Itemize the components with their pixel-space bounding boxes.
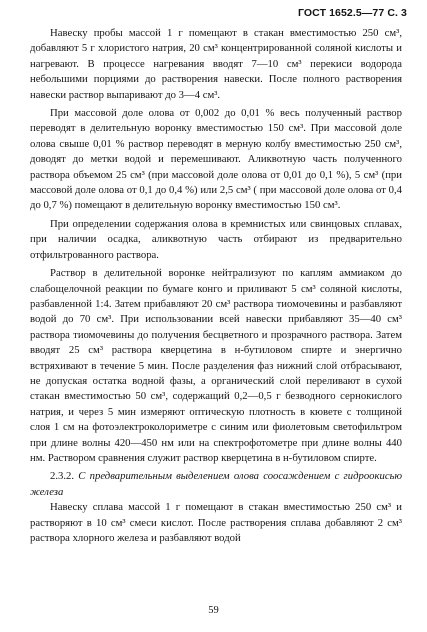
subsection-number: 2.3.2. bbox=[50, 470, 75, 483]
page-header-standard: ГОСТ 1652.5—77 С. 3 bbox=[297, 7, 407, 19]
page-body bbox=[30, 26, 402, 549]
subsection-heading bbox=[30, 469, 402, 500]
paragraph-sample-dissolution: Навеску пробы массой 1 г помещают в стакан вместимостью 250 см³, добавляют 5 г хлористого натрия, 20 см³ концентрированной соляной кислоты и нагревают. В процессе нагревания вводят 7—10 см³ перекиси водорода небольшими порциями до растворения навески. После полного растворения навески раствор выпаривают до 3—4 см³. bbox=[30, 27, 402, 101]
paragraph-alloy-dissolution: Навеску сплава массой 1 г помещают в стакан вместимостью 250 см³ и растворяют в 10 см³ смеси кислот. После растворения сплава добавляют 2 см³ раствора хлорного железа и разбавляют водой bbox=[30, 501, 402, 544]
subsection-title: С предварительным выделением олова соосаждением с гидроокисью железа bbox=[30, 470, 402, 498]
paragraph-neutralization-extraction: Раствор в делительной воронке нейтрализуют по каплям аммиаком до слабощелочной реакции по бумаге конго и приливают 5 см³ соляной кислоты, разбавленной 1:4. Затем прибавляют 20 см³ раствора тиомочевины и разбавляют водой до 70 см³. При использовании всей навески прибавляют 35—40 см³ раствора тиомочевины до получения бесцветного и прозрачного раствора. Затем вводят 25 см³ раствора кверцетина в н-бутиловом спирте и энергично встряхивают в течение 5 мин. После разделения фаз нижний слой отбрасывают, не допуская остатка водной фазы, а органический слой переливают в сухой стакан вместимостью 50 см³, содержащий 0,2—0,5 г безводного сернокислого натрия, и через 5 мин измеряют оптическую плотность в кювете с толщиной слоя 1 см на фотоэлектроколориметре с синим или фиолетовым светофильтром при длине волны 420—450 нм или на спектрофотометре при длине волны 440 нм. Раствором сравнения служит раствор кверцетина в н-бутиловом спирте. bbox=[30, 267, 402, 464]
paragraph-silicon-lead-alloys: При определении содержания олова в кремнистых или свинцовых сплавах, при наличии осадка, аликвотную часть отбирают из предварительно отфильтрованного раствора. bbox=[30, 217, 402, 261]
page-number: 59 bbox=[208, 605, 219, 616]
paragraph-tin-fraction-transfer: При массовой доле олова от 0,002 до 0,01 % весь полученный раствор переводят в делительную воронку вместимостью 150 см³. При массовой доле олова свыше 0,01 % раствор переводят в мерную колбу вместимостью 250 см³, доводят до метки водой и перемешивают. Аликвотную часть полученного раствора объемом 25 см³ (при массовой доле олова от 0,01 до 0,1 %), 5 см³ (при массовой доле олова от 0,1 до 0,4 %) или 2,5 см³ ( при массовой доле олова от 0,4 до 0,7 %) помещают в делительную воронку вместимостью 150 см³. bbox=[30, 107, 402, 212]
